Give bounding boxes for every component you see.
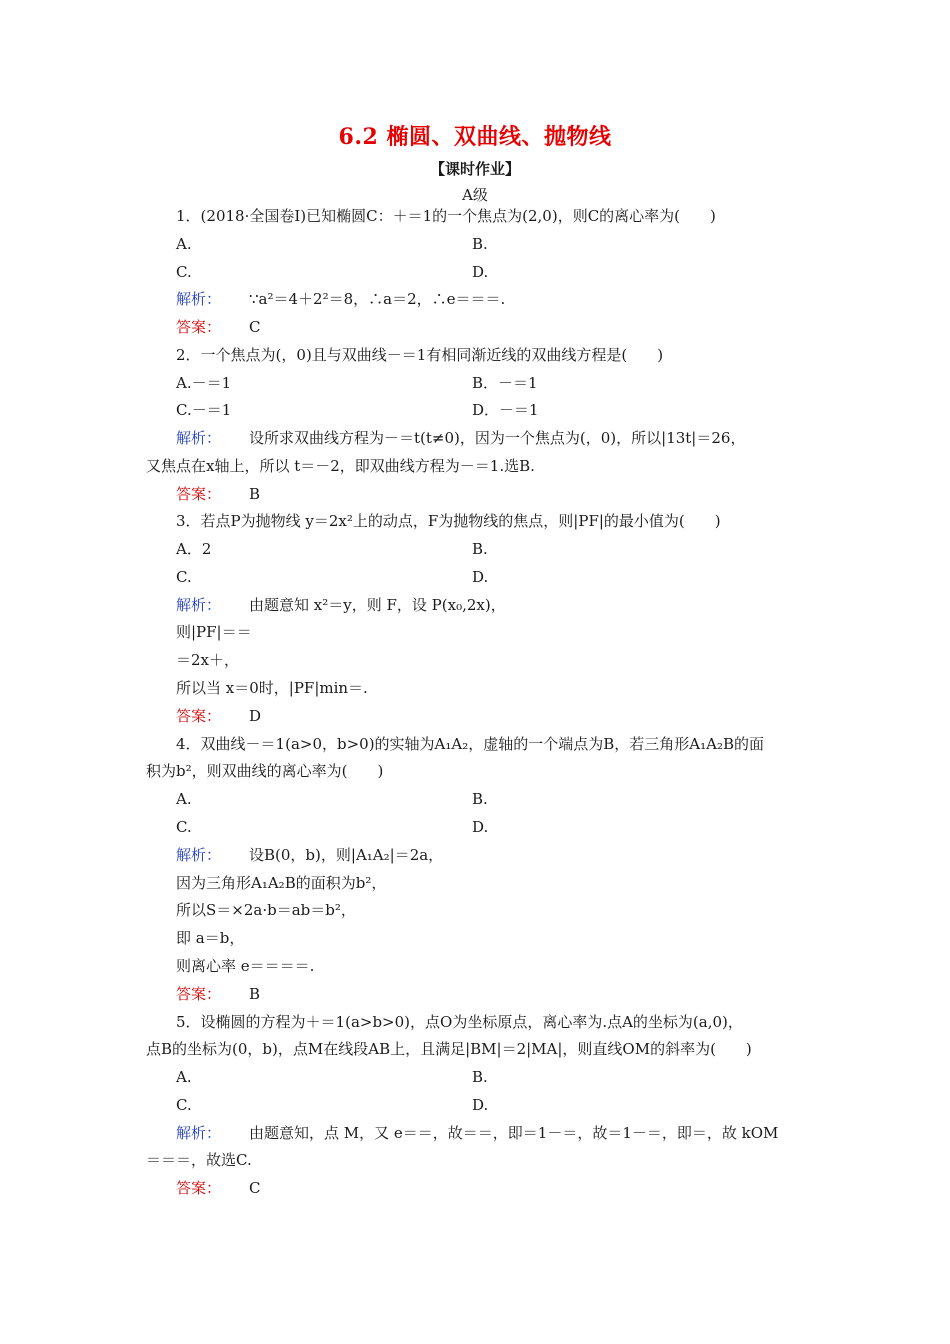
problem-5-option-a: A. [176, 1068, 192, 1086]
problem-4-analysis-line-4: 即 a＝b， [176, 929, 245, 947]
problem-4-option-d: D. [472, 818, 489, 836]
problem-1-option-d: D. [472, 263, 489, 281]
problem-2-analysis [176, 428, 745, 448]
section-subtitle: 【课时作业】 [429, 160, 520, 178]
analysis-text: 设B(0，b)，则|A₁A₂|＝2a， [249, 846, 444, 864]
problem-3-analysis-line-4: 所以当 x＝0时，|PF|min＝. [176, 679, 368, 697]
answer-value: B [249, 985, 261, 1003]
problem-2-option-b: B．－＝1 [472, 374, 538, 392]
problem-3-option-d: D. [472, 568, 489, 586]
problem-5-analysis [176, 1123, 778, 1143]
problem-5-analysis-cont: ＝＝＝，故选C. [146, 1151, 252, 1169]
problem-3-stem: 3．若点P为抛物线 y＝2x²上的动点，F为抛物线的焦点，则|PF|的最小值为( ) [176, 512, 721, 530]
problem-1-option-b: B. [472, 235, 488, 253]
level-heading: A级 [462, 186, 488, 204]
problem-4-analysis-line-2: 因为三角形A₁A₂B的面积为b²， [176, 874, 387, 892]
problem-4-option-c: C. [176, 818, 192, 836]
problem-3-option-a: A．2 [176, 540, 212, 558]
problem-5-stem: 5．设椭圆的方程为＋＝1(a>b>0)，点O为坐标原点，离心率为.点A的坐标为(a,0)， [176, 1013, 743, 1031]
problem-1-option-a: A. [176, 235, 192, 253]
analysis-label: 解析： [176, 290, 222, 308]
problem-2-analysis-cont: 又焦点在x轴上，所以 t＝－2，即双曲线方程为－＝1.选B. [146, 457, 535, 475]
problem-3-analysis [176, 595, 506, 615]
analysis-label: 解析： [176, 429, 222, 447]
answer-label: 答案： [176, 1179, 222, 1197]
analysis-label: 解析： [176, 596, 222, 614]
problem-3-answer [176, 706, 261, 726]
problem-4-answer [176, 984, 260, 1004]
problem-4-option-a: A. [176, 790, 192, 808]
problem-2-option-c: C.－＝1 [176, 401, 232, 419]
problem-4-stem: 4．双曲线－＝1(a>0，b>0)的实轴为A₁A₂，虚轴的一个端点为B，若三角形A₁A₂B的面 [176, 735, 764, 753]
answer-value: B [249, 485, 261, 503]
problem-2-option-a: A.－＝1 [176, 374, 232, 392]
problem-2-stem: 2．一个焦点为(，0)且与双曲线－＝1有相同渐近线的双曲线方程是( ) [176, 346, 664, 364]
analysis-label: 解析： [176, 1124, 222, 1142]
analysis-text: 设所求双曲线方程为－＝t(t≠0)，因为一个焦点为(，0)，所以|13t|＝26， [249, 429, 746, 447]
problem-4-option-b: B. [472, 790, 488, 808]
problem-4-analysis-line-3: 所以S＝×2a·b＝ab＝b²， [176, 901, 356, 919]
problem-2-answer [176, 484, 260, 504]
answer-label: 答案： [176, 707, 222, 725]
analysis-text: 由题意知 x²＝y，则 F，设 P(x₀,2x)， [249, 596, 506, 614]
answer-label: 答案： [176, 485, 222, 503]
problem-5-option-d: D. [472, 1096, 489, 1114]
problem-3-analysis-line-3: ＝2x＋， [176, 651, 240, 669]
problem-1-option-c: C. [176, 263, 192, 281]
problem-4-stem-cont: 积为b²，则双曲线的离心率为( ) [146, 762, 384, 780]
analysis-text: 由题意知，点 M，又 e＝＝，故＝＝，即＝1－＝，故＝1－＝，即＝，故 kOM [249, 1124, 779, 1142]
answer-label: 答案： [176, 318, 222, 336]
problem-2-option-d: D．－＝1 [472, 401, 539, 419]
problem-5-option-c: C. [176, 1096, 192, 1114]
problem-5-stem-cont: 点B的坐标为(0，b)，点M在线段AB上，且满足|BM|＝2|MA|，则直线OM的斜率为( ) [146, 1040, 752, 1058]
answer-value: C [249, 1179, 261, 1197]
problem-1-answer [176, 317, 261, 337]
analysis-label: 解析： [176, 846, 222, 864]
problem-5-option-b: B. [472, 1068, 488, 1086]
page-title: 6.2 椭圆、双曲线、抛物线 [338, 124, 612, 150]
analysis-text: ∵a²＝4＋2²＝8，∴a＝2，∴e＝＝＝. [249, 290, 506, 308]
answer-value: C [249, 318, 261, 336]
problem-1-analysis [176, 289, 505, 309]
problem-5-answer [176, 1178, 261, 1198]
answer-value: D [249, 707, 262, 725]
problem-3-analysis-line-2: 则|PF|＝＝ [176, 623, 252, 641]
problem-4-analysis-line-5: 则离心率 e＝＝＝＝. [176, 957, 315, 975]
answer-label: 答案： [176, 985, 222, 1003]
problem-3-option-b: B. [472, 540, 488, 558]
problem-3-option-c: C. [176, 568, 192, 586]
problem-4-analysis [176, 845, 443, 865]
problem-1-stem: 1．(2018·全国卷Ⅰ)已知椭圆C：＋＝1的一个焦点为(2,0)，则C的离心率为( ) [176, 207, 716, 225]
